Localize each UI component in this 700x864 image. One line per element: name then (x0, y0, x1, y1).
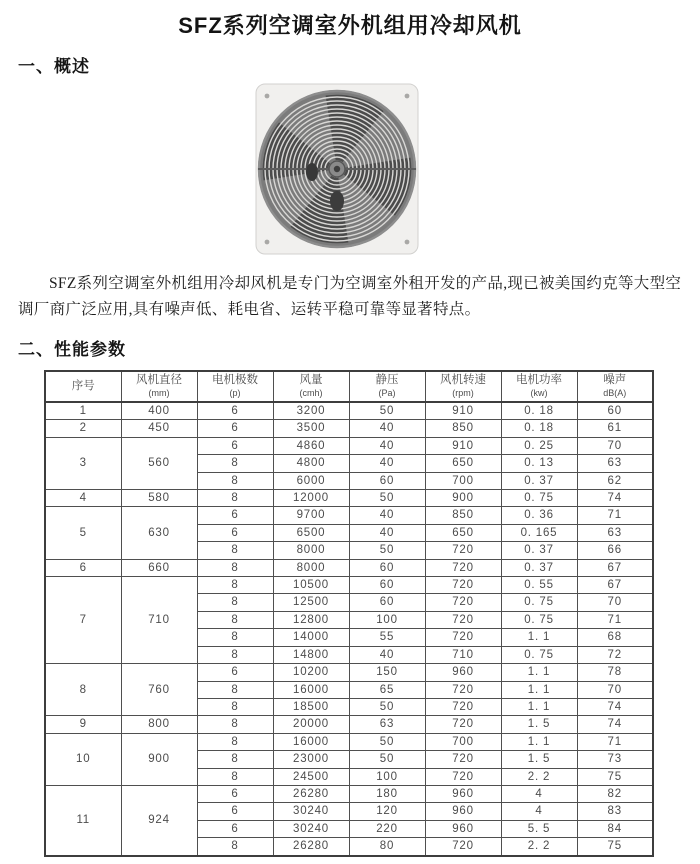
cell-diameter: 450 (121, 420, 197, 437)
cell-static-pressure: 40 (349, 420, 425, 437)
cell-noise: 71 (577, 507, 653, 524)
cell-serial-no: 6 (45, 559, 121, 576)
cell-airflow: 14000 (273, 629, 349, 646)
cell-noise: 61 (577, 420, 653, 437)
cell-airflow: 30240 (273, 803, 349, 820)
cell-speed: 720 (425, 629, 501, 646)
cell-power: 5. 5 (501, 820, 577, 837)
cell-poles: 8 (197, 751, 273, 768)
cell-airflow: 6000 (273, 472, 349, 489)
cell-power: 1. 5 (501, 716, 577, 733)
cell-serial-no: 2 (45, 420, 121, 437)
cell-speed: 960 (425, 785, 501, 802)
cell-speed: 650 (425, 524, 501, 541)
cell-airflow: 10500 (273, 577, 349, 594)
column-label: 电机极数 (212, 373, 258, 386)
cell-poles: 8 (197, 472, 273, 489)
column-header (197, 371, 273, 402)
column-header (45, 371, 121, 402)
cell-serial-no: 11 (45, 785, 121, 855)
cell-noise: 83 (577, 803, 653, 820)
cell-noise: 60 (577, 402, 653, 420)
cell-static-pressure: 60 (349, 594, 425, 611)
cell-power: 4 (501, 785, 577, 802)
cell-airflow: 4800 (273, 455, 349, 472)
cell-noise: 67 (577, 559, 653, 576)
cell-speed: 720 (425, 611, 501, 628)
cell-speed: 720 (425, 716, 501, 733)
cell-poles: 8 (197, 594, 273, 611)
cell-speed: 720 (425, 751, 501, 768)
cell-speed: 650 (425, 455, 501, 472)
cell-airflow: 3200 (273, 402, 349, 420)
cell-noise: 73 (577, 751, 653, 768)
cell-noise: 71 (577, 611, 653, 628)
cell-static-pressure: 150 (349, 664, 425, 681)
table-row (45, 490, 653, 507)
column-header (349, 371, 425, 402)
cell-power: 1. 1 (501, 733, 577, 750)
cell-power: 0. 37 (501, 559, 577, 576)
cell-noise: 78 (577, 664, 653, 681)
cell-serial-no: 3 (45, 437, 121, 489)
cell-speed: 850 (425, 420, 501, 437)
column-header (501, 371, 577, 402)
cell-static-pressure: 100 (349, 611, 425, 628)
table-row (45, 716, 653, 733)
column-unit: dB(A) (603, 387, 627, 398)
cell-power: 0. 75 (501, 611, 577, 628)
fan-hub-center (334, 166, 340, 172)
motor-bracket (330, 191, 344, 211)
cell-serial-no: 7 (45, 577, 121, 664)
cell-poles: 8 (197, 681, 273, 698)
cell-airflow: 18500 (273, 698, 349, 715)
column-label: 电机功率 (516, 373, 562, 386)
cell-poles: 6 (197, 437, 273, 454)
cell-speed: 710 (425, 646, 501, 663)
cell-noise: 63 (577, 524, 653, 541)
cell-static-pressure: 63 (349, 716, 425, 733)
cell-power: 0. 55 (501, 577, 577, 594)
cell-airflow: 9700 (273, 507, 349, 524)
cell-poles: 8 (197, 646, 273, 663)
cell-poles: 8 (197, 559, 273, 576)
column-label: 风机直径 (136, 373, 182, 386)
cell-speed: 910 (425, 437, 501, 454)
cell-speed: 720 (425, 559, 501, 576)
cell-speed: 720 (425, 838, 501, 856)
cell-static-pressure: 40 (349, 646, 425, 663)
cell-airflow: 23000 (273, 751, 349, 768)
cell-diameter: 560 (121, 437, 197, 489)
cell-serial-no: 4 (45, 490, 121, 507)
cell-airflow: 6500 (273, 524, 349, 541)
panel-screw (405, 240, 410, 245)
cell-poles: 8 (197, 698, 273, 715)
cell-airflow: 24500 (273, 768, 349, 785)
cell-power: 0. 18 (501, 402, 577, 420)
cell-power: 0. 18 (501, 420, 577, 437)
cell-airflow: 16000 (273, 733, 349, 750)
cell-poles: 6 (197, 785, 273, 802)
cell-airflow: 8000 (273, 542, 349, 559)
cell-static-pressure: 50 (349, 698, 425, 715)
cell-airflow: 12800 (273, 611, 349, 628)
panel-screw (405, 94, 410, 99)
header-row (45, 371, 653, 402)
cell-serial-no: 1 (45, 402, 121, 420)
column-unit: (rpm) (452, 387, 474, 398)
cell-static-pressure: 40 (349, 524, 425, 541)
column-unit: (kw) (530, 387, 548, 398)
cell-poles: 8 (197, 490, 273, 507)
cell-power: 0. 75 (501, 646, 577, 663)
cell-speed: 960 (425, 664, 501, 681)
column-label: 静压 (375, 373, 399, 386)
column-label: 噪声 (603, 373, 627, 386)
cell-noise: 74 (577, 698, 653, 715)
column-label: 序号 (71, 380, 95, 393)
fan-product-image (0, 77, 700, 265)
cell-power: 1. 1 (501, 629, 577, 646)
page-title: SFZ系列空调室外机组用冷却风机 (178, 13, 522, 38)
table-row (45, 420, 653, 437)
cell-poles: 8 (197, 455, 273, 472)
overview-paragraph: SFZ系列空调室外机组用冷却风机是专门为空调室外租开发的产品,现已被美国约克等大型空调厂商广泛应用,具有噪声低、耗电省、运转平稳可靠等显著特点。 (18, 275, 682, 318)
cell-diameter: 900 (121, 733, 197, 785)
table-body (45, 402, 653, 856)
cell-speed: 720 (425, 594, 501, 611)
cell-static-pressure: 50 (349, 733, 425, 750)
cell-poles: 8 (197, 577, 273, 594)
column-header (273, 371, 349, 402)
cell-noise: 74 (577, 490, 653, 507)
cell-noise: 62 (577, 472, 653, 489)
table-row (45, 733, 653, 750)
cell-static-pressure: 100 (349, 768, 425, 785)
cell-power: 0. 37 (501, 472, 577, 489)
cell-poles: 8 (197, 838, 273, 856)
cell-power: 2. 2 (501, 768, 577, 785)
cell-airflow: 12000 (273, 490, 349, 507)
cell-poles: 6 (197, 524, 273, 541)
cell-static-pressure: 50 (349, 402, 425, 420)
cell-diameter: 400 (121, 402, 197, 420)
cell-power: 1. 5 (501, 751, 577, 768)
cell-noise: 70 (577, 594, 653, 611)
cell-serial-no: 10 (45, 733, 121, 785)
cell-static-pressure: 40 (349, 507, 425, 524)
cell-power: 1. 1 (501, 664, 577, 681)
cell-speed: 850 (425, 507, 501, 524)
cell-power: 0. 75 (501, 490, 577, 507)
cell-poles: 6 (197, 402, 273, 420)
cell-poles: 8 (197, 733, 273, 750)
cell-speed: 900 (425, 490, 501, 507)
cell-poles: 6 (197, 820, 273, 837)
cell-power: 0. 25 (501, 437, 577, 454)
column-label: 风量 (299, 373, 323, 386)
column-header (425, 371, 501, 402)
cell-airflow: 14800 (273, 646, 349, 663)
motor-bracket (306, 163, 318, 181)
cell-power: 0. 37 (501, 542, 577, 559)
cell-static-pressure: 120 (349, 803, 425, 820)
cell-power: 1. 1 (501, 681, 577, 698)
column-unit: (cmh) (299, 387, 323, 398)
cell-diameter: 710 (121, 577, 197, 664)
cell-speed: 960 (425, 820, 501, 837)
cell-poles: 8 (197, 611, 273, 628)
cell-static-pressure: 50 (349, 751, 425, 768)
cell-noise: 68 (577, 629, 653, 646)
cell-serial-no: 8 (45, 664, 121, 716)
table-row (45, 577, 653, 594)
cell-poles: 8 (197, 716, 273, 733)
cell-static-pressure: 65 (349, 681, 425, 698)
cell-poles: 6 (197, 803, 273, 820)
cell-speed: 720 (425, 768, 501, 785)
cell-static-pressure: 60 (349, 472, 425, 489)
cell-noise: 71 (577, 733, 653, 750)
cell-diameter: 660 (121, 559, 197, 576)
cell-poles: 6 (197, 507, 273, 524)
cell-speed: 700 (425, 733, 501, 750)
cell-static-pressure: 40 (349, 437, 425, 454)
cell-airflow: 26280 (273, 785, 349, 802)
cell-static-pressure: 50 (349, 542, 425, 559)
cell-speed: 720 (425, 681, 501, 698)
cell-static-pressure: 50 (349, 490, 425, 507)
cell-power: 1. 1 (501, 698, 577, 715)
cell-speed: 910 (425, 402, 501, 420)
cell-noise: 72 (577, 646, 653, 663)
cell-speed: 720 (425, 542, 501, 559)
cell-static-pressure: 220 (349, 820, 425, 837)
cell-airflow: 26280 (273, 838, 349, 856)
column-unit: (Pa) (378, 387, 396, 398)
cell-noise: 75 (577, 768, 653, 785)
cell-diameter: 580 (121, 490, 197, 507)
panel-screw (265, 240, 270, 245)
cell-noise: 75 (577, 838, 653, 856)
cell-power: 2. 2 (501, 838, 577, 856)
cell-diameter: 924 (121, 785, 197, 855)
table-row (45, 437, 653, 454)
cell-speed: 960 (425, 803, 501, 820)
cell-airflow: 12500 (273, 594, 349, 611)
cell-noise: 74 (577, 716, 653, 733)
table-row (45, 664, 653, 681)
cell-airflow: 4860 (273, 437, 349, 454)
cell-static-pressure: 55 (349, 629, 425, 646)
cell-power: 0. 13 (501, 455, 577, 472)
cell-airflow: 8000 (273, 559, 349, 576)
section-overview-heading: 一、概述 (18, 57, 90, 76)
cell-poles: 8 (197, 768, 273, 785)
cell-airflow: 30240 (273, 820, 349, 837)
table-row (45, 559, 653, 576)
cell-speed: 720 (425, 577, 501, 594)
column-header (577, 371, 653, 402)
cell-static-pressure: 180 (349, 785, 425, 802)
cell-static-pressure: 60 (349, 559, 425, 576)
panel-screw (265, 94, 270, 99)
performance-table (44, 370, 654, 857)
cell-static-pressure: 80 (349, 838, 425, 856)
column-label: 风机转速 (440, 373, 486, 386)
cell-power: 0. 36 (501, 507, 577, 524)
cell-noise: 67 (577, 577, 653, 594)
cell-poles: 6 (197, 420, 273, 437)
cell-noise: 66 (577, 542, 653, 559)
column-header (121, 371, 197, 402)
section-performance-heading: 二、性能参数 (18, 340, 126, 359)
cell-diameter: 800 (121, 716, 197, 733)
cell-airflow: 10200 (273, 664, 349, 681)
cell-airflow: 16000 (273, 681, 349, 698)
cell-airflow: 3500 (273, 420, 349, 437)
cell-poles: 8 (197, 542, 273, 559)
cell-poles: 8 (197, 629, 273, 646)
table-header (45, 371, 653, 402)
cell-poles: 6 (197, 664, 273, 681)
cell-noise: 70 (577, 437, 653, 454)
column-unit: (mm) (148, 387, 170, 398)
cell-noise: 63 (577, 455, 653, 472)
column-unit: (p) (229, 387, 241, 398)
fan-image-svg (251, 77, 423, 261)
cell-static-pressure: 40 (349, 455, 425, 472)
cell-speed: 720 (425, 698, 501, 715)
cell-static-pressure: 60 (349, 577, 425, 594)
cell-airflow: 20000 (273, 716, 349, 733)
cell-power: 0. 75 (501, 594, 577, 611)
cell-noise: 84 (577, 820, 653, 837)
table-row (45, 785, 653, 802)
cell-noise: 70 (577, 681, 653, 698)
table-row (45, 402, 653, 420)
cell-diameter: 630 (121, 507, 197, 559)
cell-speed: 700 (425, 472, 501, 489)
table-row (45, 507, 653, 524)
cell-serial-no: 5 (45, 507, 121, 559)
cell-power: 0. 165 (501, 524, 577, 541)
cell-noise: 82 (577, 785, 653, 802)
cell-diameter: 760 (121, 664, 197, 716)
cell-serial-no: 9 (45, 716, 121, 733)
cell-power: 4 (501, 803, 577, 820)
